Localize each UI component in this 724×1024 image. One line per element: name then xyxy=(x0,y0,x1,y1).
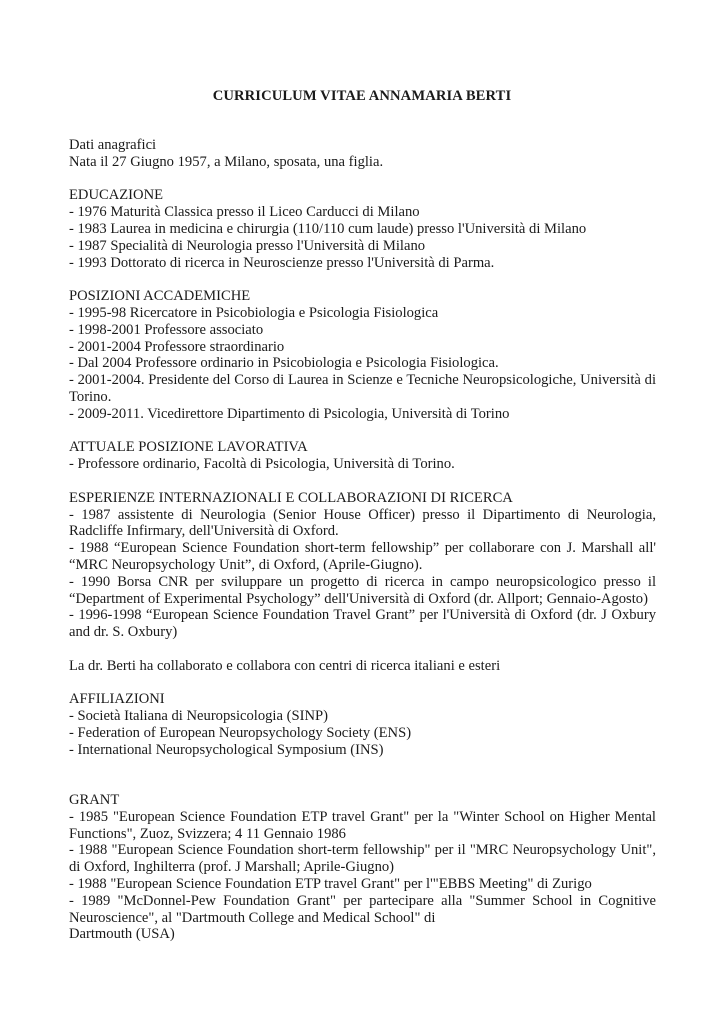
attuale-text: - Professore ordinario, Facoltà di Psicologia, Università di Torino. xyxy=(69,456,455,473)
affiliazioni-item: - Federation of European Neuropsychology Society (ENS) xyxy=(69,724,412,741)
grant-item: - 1985 "European Science Foundation ETP travel Grant" per la "Winter School on Higher Mental Functions", Zuoz, Svizzera; 4 11 Gennaio 1986 xyxy=(69,808,656,842)
educazione-item: - 1983 Laurea in medicina e chirurgia (110/110 cum laude) presso l'Università di Milano xyxy=(69,220,587,237)
attuale-heading: ATTUALE POSIZIONE LAVORATIVA xyxy=(69,439,308,456)
grant-item: Dartmouth (USA) xyxy=(69,926,175,943)
posizioni-item: - Dal 2004 Professore ordinario in Psicobiologia e Psicologia Fisiologica. xyxy=(69,355,499,372)
affiliazioni-item: - Società Italiana di Neuropsicologia (SINP) xyxy=(69,708,328,725)
educazione-item: - 1987 Specialità di Neurologia presso l'Università di Milano xyxy=(69,237,426,254)
esperienze-note: La dr. Berti ha collaborato e collabora con centri di ricerca italiani e esteri xyxy=(69,657,501,674)
posizioni-item: - 1995-98 Ricercatore in Psicobiologia e Psicologia Fisiologica xyxy=(69,304,439,321)
document-title: CURRICULUM VITAE ANNAMARIA BERTI xyxy=(212,88,512,104)
affiliazioni-item: - International Neuropsychological Symposium (INS) xyxy=(69,741,384,758)
grant-heading: GRANT xyxy=(69,792,120,809)
posizioni-item: - 2001-2004. Presidente del Corso di Laurea in Scienze e Tecniche Neuropsicologiche, Università di Torino. xyxy=(69,372,656,405)
esperienze-item: - 1988 “European Science Foundation short-term fellowship” per collaborare con J. Marshall all' “MRC Neuropsychology Unit”, di Oxford, (Aprile-Giugno). xyxy=(69,540,656,573)
posizioni-item: - 2009-2011. Vicedirettore Dipartimento di Psicologia, Università di Torino xyxy=(69,405,510,422)
esperienze-item: - 1996-1998 “European Science Foundation Travel Grant” per l'Università di Oxford (dr. J Oxbury and dr. S. Oxbury) xyxy=(69,607,656,641)
educazione-item: - 1976 Maturità Classica presso il Liceo Carducci di Milano xyxy=(69,204,420,221)
dati-heading: Dati anagrafici xyxy=(69,137,157,153)
grant-item: - 1989 "McDonnel-Pew Foundation Grant" per partecipare alla "Summer School in Cognitive Neuroscience", al "Dartmouth College and Medical School" di xyxy=(69,892,656,926)
esperienze-item: - 1987 assistente di Neurologia (Senior House Officer) presso il Dipartimento di Neurologia, Radcliffe Infirmary, dell'Università di Oxford. xyxy=(69,506,656,540)
dati-text: Nata il 27 Giugno 1957, a Milano, sposata, una figlia. xyxy=(69,153,384,170)
educazione-item: - 1993 Dottorato di ricerca in Neuroscienze presso l'Università di Parma. xyxy=(69,254,495,271)
posizioni-item: - 1998-2001 Professore associato xyxy=(69,321,264,338)
educazione-heading: EDUCAZIONE xyxy=(69,187,164,204)
posizioni-heading: POSIZIONI ACCADEMICHE xyxy=(69,288,251,305)
esperienze-heading: ESPERIENZE INTERNAZIONALI E COLLABORAZIONI DI RICERCA xyxy=(69,489,513,506)
grant-item: - 1988 "European Science Foundation ETP travel Grant" per l'"EBBS Meeting" di Zurigo xyxy=(69,876,592,893)
grant-item: - 1988 "European Science Foundation short-term fellowship" per il "MRC Neuropsychology Unit", di Oxford, Inghilterra (prof. J Marshall; Aprile-Giugno) xyxy=(69,842,656,876)
document-body xyxy=(69,137,656,943)
esperienze-item: - 1990 Borsa CNR per sviluppare un progetto di ricerca in campo neuropsicologico presso il “Department of Experimental Psychology” dell'Università di Oxford (dr. Allport; Gennaio-Agosto) xyxy=(69,573,656,607)
affiliazioni-heading: AFFILIAZIONI xyxy=(69,691,165,708)
posizioni-item: - 2001-2004 Professore straordinario xyxy=(69,338,285,355)
